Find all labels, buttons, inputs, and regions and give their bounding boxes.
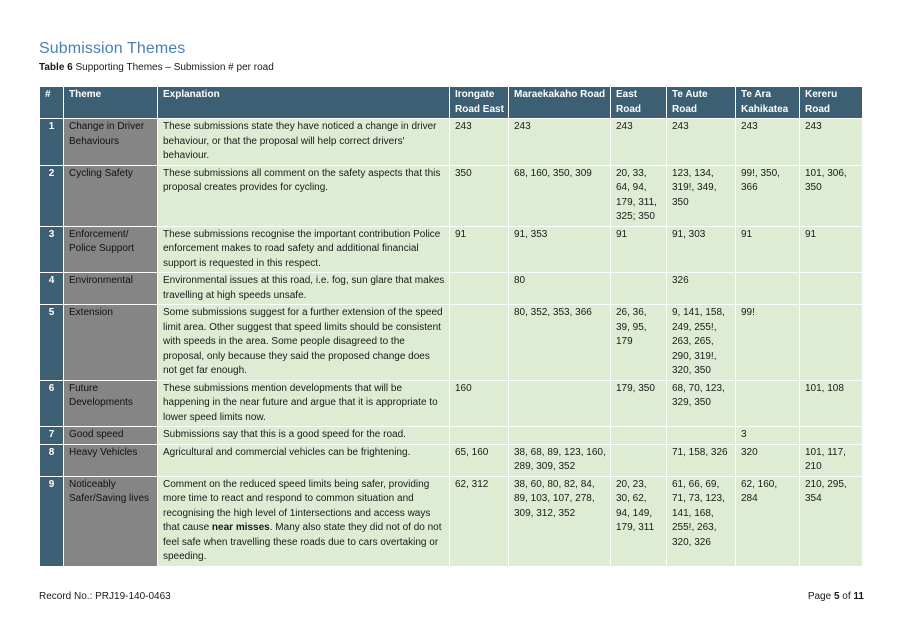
cell-te-ara-kahikatea: 320 xyxy=(736,444,800,476)
cell-east-road: 20, 33, 64, 94, 179, 311, 325; 350 xyxy=(611,165,667,226)
page-of: of xyxy=(839,591,854,602)
cell-east-road xyxy=(611,427,667,445)
explanation-text: Comment on the reduced speed limits being safer, providing more time to react and respond to common situation and recognising the high level of 1intersections and access ways that cause xyxy=(163,478,431,533)
row-explanation: These submissions recognise the important contribution Police enforcement makes to road safety and additional financial support is requested in this respect. xyxy=(158,226,450,273)
row-theme: Environmental xyxy=(64,273,158,305)
cell-irongate-road-east xyxy=(450,427,509,445)
table-row xyxy=(40,165,863,226)
cell-irongate-road-east xyxy=(450,273,509,305)
table-row xyxy=(40,444,863,476)
table-row xyxy=(40,427,863,445)
page-prefix: Page xyxy=(807,591,834,602)
cell-te-aute-road: 9, 141, 158, 249, 255!, 263, 265, 290, 319!, 320, 350 xyxy=(667,305,736,381)
cell-east-road: 243 xyxy=(611,119,667,166)
cell-kereru-road: 210, 295, 354 xyxy=(800,476,863,566)
cell-te-aute-road: 68, 70, 123, 329, 350 xyxy=(667,380,736,427)
cell-kereru-road: 91 xyxy=(800,226,863,273)
cell-irongate-road-east: 243 xyxy=(450,119,509,166)
row-explanation: Submissions say that this is a good speed for the road. xyxy=(158,427,450,445)
table-header-row xyxy=(40,87,863,119)
cell-kereru-road: 243 xyxy=(800,119,863,166)
row-theme: Change in Driver Behaviours xyxy=(64,119,158,166)
row-explanation: Environmental issues at this road, i.e. fog, sun glare that makes travelling at high speeds unsafe. xyxy=(158,273,450,305)
header-explanation: Explanation xyxy=(158,87,450,119)
row-number: 4 xyxy=(40,273,64,305)
row-number: 7 xyxy=(40,427,64,445)
cell-maraekakaho-road xyxy=(509,427,611,445)
table-caption-text: Supporting Themes – Submission # per road xyxy=(72,62,274,73)
header-theme: Theme xyxy=(64,87,158,119)
row-theme: Extension xyxy=(64,305,158,381)
cell-kereru-road xyxy=(800,273,863,305)
row-theme: Cycling Safety xyxy=(64,165,158,226)
row-theme: Noticeably Safer/Saving lives xyxy=(64,476,158,566)
row-number: 3 xyxy=(40,226,64,273)
cell-kereru-road: 101, 306, 350 xyxy=(800,165,863,226)
cell-maraekakaho-road: 38, 60, 80, 82, 84, 89, 103, 107, 278, 309, 312, 352 xyxy=(509,476,611,566)
cell-maraekakaho-road xyxy=(509,380,611,427)
table-caption xyxy=(39,62,274,73)
cell-maraekakaho-road: 80 xyxy=(509,273,611,305)
row-explanation: Some submissions suggest for a further extension of the speed limit area. Other suggest that speed limits should be consistent with speeds in the area. Some people disagreed to the proposal, only because they said the proposed change does not get far enough. xyxy=(158,305,450,381)
header-te-ara-kahikatea: Te Ara Kahikatea xyxy=(736,87,800,119)
cell-irongate-road-east: 160 xyxy=(450,380,509,427)
table-row xyxy=(40,305,863,381)
cell-te-aute-road: 91, 303 xyxy=(667,226,736,273)
cell-maraekakaho-road: 80, 352, 353, 366 xyxy=(509,305,611,381)
record-number: Record No.: PRJ19-140-0463 xyxy=(39,591,171,602)
page-current: 5 xyxy=(833,591,840,602)
cell-maraekakaho-road: 91, 353 xyxy=(509,226,611,273)
cell-maraekakaho-road: 38, 68, 89, 123, 160, 289, 309, 352 xyxy=(509,444,611,476)
cell-te-ara-kahikatea: 99!, 350, 366 xyxy=(736,165,800,226)
row-number: 5 xyxy=(40,305,64,381)
header-num: # xyxy=(40,87,64,119)
header-irongate-road-east: Irongate Road East xyxy=(450,87,509,119)
cell-east-road xyxy=(611,273,667,305)
cell-te-ara-kahikatea: 3 xyxy=(736,427,800,445)
cell-irongate-road-east xyxy=(450,305,509,381)
row-theme: Enforcement/ Police Support xyxy=(64,226,158,273)
cell-te-ara-kahikatea: 91 xyxy=(736,226,800,273)
header-maraekakaho-road: Maraekakaho Road xyxy=(509,87,611,119)
cell-maraekakaho-road: 68, 160, 350, 309 xyxy=(509,165,611,226)
cell-east-road: 26, 36, 39, 95, 179 xyxy=(611,305,667,381)
table-row xyxy=(40,226,863,273)
row-number: 8 xyxy=(40,444,64,476)
cell-te-aute-road: 326 xyxy=(667,273,736,305)
cell-irongate-road-east: 91 xyxy=(450,226,509,273)
page-number xyxy=(808,591,864,602)
row-explanation: These submissions all comment on the safety aspects that this proposal creates provides for cycling. xyxy=(158,165,450,226)
row-number: 2 xyxy=(40,165,64,226)
cell-te-aute-road: 71, 158, 326 xyxy=(667,444,736,476)
header-te-aute-road: Te Aute Road xyxy=(667,87,736,119)
cell-east-road: 179, 350 xyxy=(611,380,667,427)
cell-te-aute-road: 123, 134, 319!, 349, 350 xyxy=(667,165,736,226)
row-theme: Future Developments xyxy=(64,380,158,427)
cell-te-ara-kahikatea: 62, 160, 284 xyxy=(736,476,800,566)
cell-te-aute-road xyxy=(667,427,736,445)
cell-east-road: 20, 23, 30, 62, 94, 149, 179, 311 xyxy=(611,476,667,566)
row-explanation: Agricultural and commercial vehicles can be frightening. xyxy=(158,444,450,476)
row-number: 1 xyxy=(40,119,64,166)
cell-te-aute-road: 243 xyxy=(667,119,736,166)
page-total: 11 xyxy=(853,591,864,602)
cell-kereru-road: 101, 117, 210 xyxy=(800,444,863,476)
cell-kereru-road xyxy=(800,305,863,381)
row-explanation: These submissions mention developments that will be happening in the near future and argue that it is appropriate to lower speed limits now. xyxy=(158,380,450,427)
table-caption-label: Table 6 xyxy=(39,62,73,73)
cell-irongate-road-east: 62, 312 xyxy=(450,476,509,566)
table-row xyxy=(40,380,863,427)
cell-kereru-road xyxy=(800,427,863,445)
cell-te-ara-kahikatea: 243 xyxy=(736,119,800,166)
cell-east-road: 91 xyxy=(611,226,667,273)
row-number: 9 xyxy=(40,476,64,566)
row-explanation xyxy=(158,476,450,566)
row-theme: Heavy Vehicles xyxy=(64,444,158,476)
cell-te-ara-kahikatea xyxy=(736,380,800,427)
table-row xyxy=(40,476,863,566)
row-number: 6 xyxy=(40,380,64,427)
cell-te-ara-kahikatea: 99! xyxy=(736,305,800,381)
explanation-text-end: . Many also state they did not of do not feel safe when travelling these roads due to cars overtaking or speeding. xyxy=(163,522,442,562)
page-heading: Submission Themes xyxy=(39,40,186,57)
row-theme: Good speed xyxy=(64,427,158,445)
row-explanation: These submissions state they have noticed a change in driver behaviour, or that the proposal will help correct drivers' behaviour. xyxy=(158,119,450,166)
cell-east-road xyxy=(611,444,667,476)
explanation-bold-text: near misses xyxy=(211,522,270,533)
cell-irongate-road-east: 65, 160 xyxy=(450,444,509,476)
themes-table xyxy=(39,86,863,567)
cell-te-ara-kahikatea xyxy=(736,273,800,305)
header-east-road: East Road xyxy=(611,87,667,119)
cell-te-aute-road: 61, 66, 69, 71, 73, 123, 141, 168, 255!, 263, 320, 326 xyxy=(667,476,736,566)
table-row xyxy=(40,119,863,166)
cell-maraekakaho-road: 243 xyxy=(509,119,611,166)
cell-kereru-road: 101, 108 xyxy=(800,380,863,427)
cell-irongate-road-east: 350 xyxy=(450,165,509,226)
header-kereru-road: Kereru Road xyxy=(800,87,863,119)
table-row xyxy=(40,273,863,305)
